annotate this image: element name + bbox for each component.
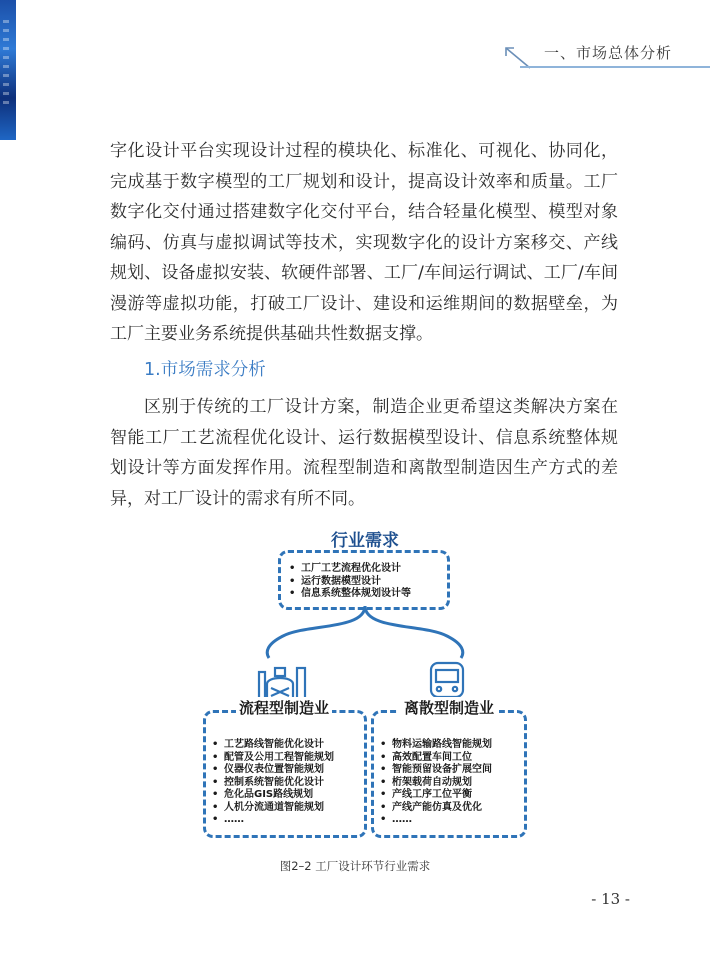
list-item: • 危化品GIS路线规划 bbox=[210, 789, 334, 802]
industry-demand-figure bbox=[195, 520, 535, 880]
process-manufacturing-box bbox=[203, 699, 367, 838]
figure-caption: 图2–2 工厂设计环节行业需求 bbox=[279, 859, 431, 873]
running-header bbox=[500, 36, 710, 76]
header-section-title: 一、市场总体分析 bbox=[544, 44, 673, 62]
corner-decoration bbox=[0, 0, 16, 140]
list-item: • 产线产能仿真及优化 bbox=[378, 802, 492, 815]
body-paragraph-1: 字化设计平台实现设计过程的模块化、标准化、可视化、协同化，完成基于数字模型的工厂规划和设计，提高设计效率和质量。工厂数字化交付通过搭建数字化交付平台，结合轻量化模型、模型对象编码、仿真与虚拟调试等技术，实现数字化的设计方案移交、产线规划、设备虚拟安装、软硬件部署、工厂/车间运行调试、工厂/车间漫游等虚拟功能，打破工厂设计、建设和运维期间的数据壁垒，为工厂主要业务系统提供基础共性数据支撑。 bbox=[110, 141, 618, 344]
list-item: • 信息系统整体规划设计等 bbox=[287, 588, 411, 601]
list-item: • …… bbox=[210, 814, 334, 827]
header-rule bbox=[520, 66, 710, 68]
list-item: • 工厂工艺流程优化设计 bbox=[287, 563, 411, 576]
industry-demand-title: 行业需求 bbox=[331, 531, 399, 551]
list-item: • 控制系统智能优化设计 bbox=[210, 777, 334, 790]
page-number: - 13 - bbox=[591, 890, 630, 908]
list-item: • …… bbox=[378, 814, 492, 827]
process-manufacturing-list bbox=[210, 739, 334, 827]
list-item: • 运行数据模型设计 bbox=[287, 576, 411, 589]
discrete-manufacturing-list bbox=[378, 739, 492, 827]
list-item: • 产线工序工位平衡 bbox=[378, 789, 492, 802]
list-item: • 仪器仪表位置智能规划 bbox=[210, 764, 334, 777]
list-item: • 高效配置车间工位 bbox=[378, 752, 492, 765]
industry-demand-box bbox=[278, 550, 450, 610]
process-manufacturing-title: 流程型制造业 bbox=[236, 697, 332, 718]
list-item: • 工艺路线智能优化设计 bbox=[210, 739, 334, 752]
discrete-manufacturing-box bbox=[371, 699, 527, 838]
industry-demand-list bbox=[287, 563, 411, 601]
list-item: • 物料运输路线智能规划 bbox=[378, 739, 492, 752]
list-item: • 桁架载荷自动规划 bbox=[378, 777, 492, 790]
discrete-manufacturing-title: 离散型制造业 bbox=[399, 697, 499, 718]
list-item: • 人机分流通道智能规划 bbox=[210, 802, 334, 815]
list-item: • 智能预留设备扩展空间 bbox=[378, 764, 492, 777]
body-paragraph-2: 区别于传统的工厂设计方案，制造企业更希望这类解决方案在智能工厂工艺流程优化设计、运行数据模型设计、信息系统整体规划设计等方面发挥作用。流程型制造和离散型制造因生产方式的差异，对工厂设计的需求有所不同。 bbox=[110, 397, 618, 509]
section-heading: 1.市场需求分析 bbox=[144, 360, 266, 380]
list-item: • 配管及公用工程智能规划 bbox=[210, 752, 334, 765]
